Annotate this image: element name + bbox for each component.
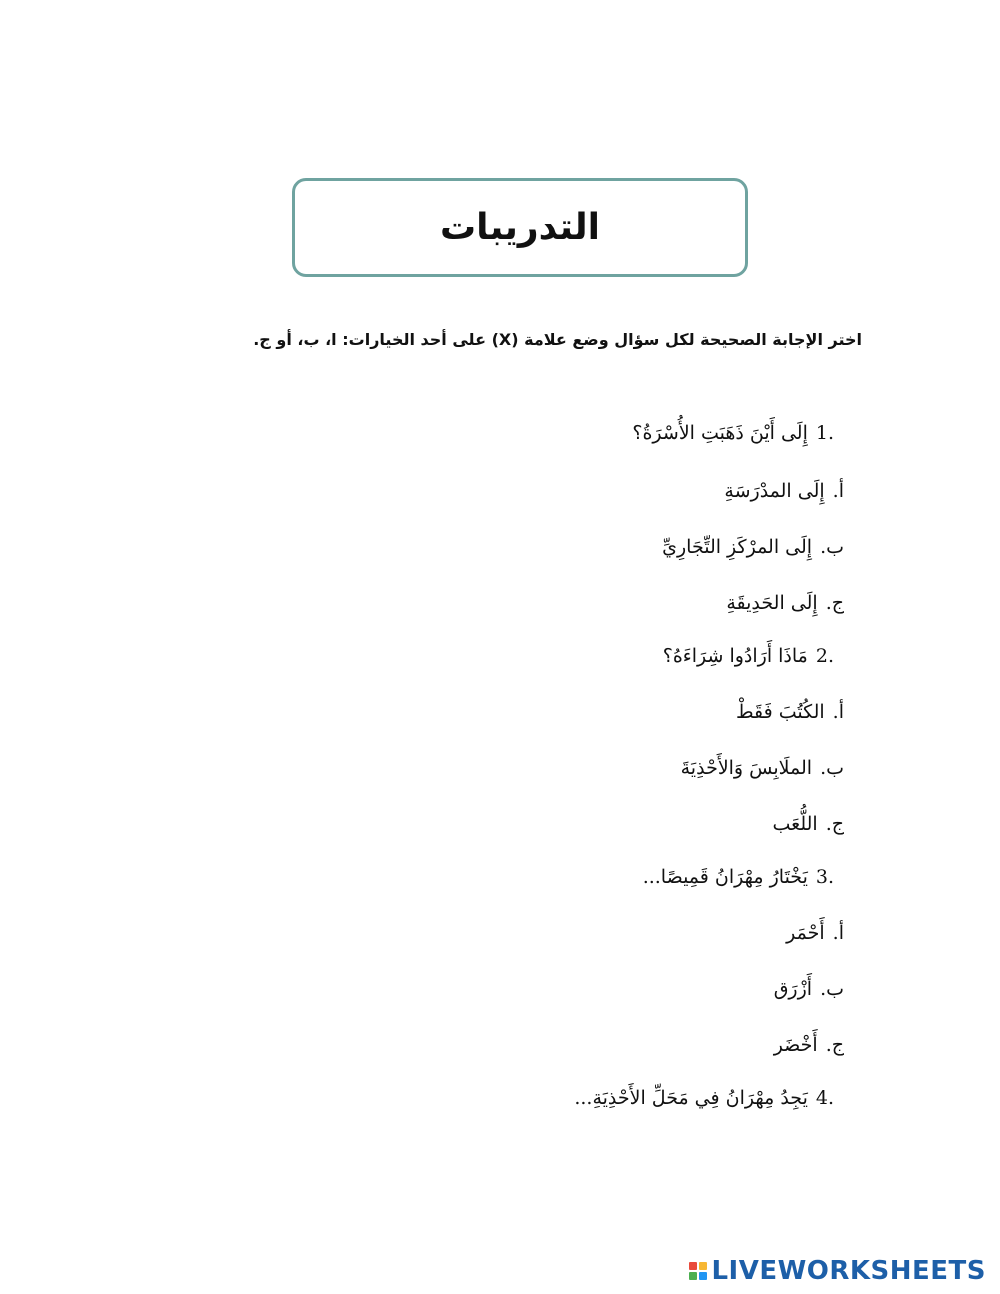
option-1a[interactable]: [724, 480, 844, 502]
option-3a[interactable]: [786, 922, 844, 944]
question-text: يَخْتَارُ مِهْرَانُ قَمِيصًا...: [642, 866, 808, 888]
option-3c[interactable]: [774, 1034, 844, 1056]
option-label: أ.: [832, 480, 844, 502]
title-box: [292, 178, 748, 277]
question-number: 3.: [815, 866, 834, 888]
page-title: التدريبات: [440, 207, 600, 248]
option-label: أ.: [832, 922, 844, 944]
question-text: إِلَى أَيْنَ ذَهَبَتِ الأُسْرَةُ؟: [632, 422, 808, 444]
question-number: 4.: [815, 1087, 834, 1109]
option-text: اللُّعَب: [772, 813, 818, 835]
option-3b[interactable]: [774, 978, 844, 1000]
option-2b[interactable]: [681, 757, 844, 779]
option-text: إِلَى المرْكَزِ التِّجَارِيِّ: [662, 536, 813, 558]
option-label: أ.: [832, 701, 844, 723]
question-4: [574, 1087, 834, 1109]
question-text: يَجِدُ مِهْرَانُ فِي مَحَلِّ الأَحْذِيَةِ...: [574, 1087, 808, 1109]
option-1b[interactable]: [662, 536, 844, 558]
option-label: ج.: [825, 592, 844, 614]
option-2c[interactable]: [773, 813, 845, 835]
instruction-text: اختر الإجابة الصحيحة لكل سؤال وضع علامة (X) على أحد الخيارات: ا، ب، أو ج.: [253, 330, 862, 349]
liveworksheets-logo[interactable]: [689, 1256, 986, 1286]
option-text: إِلَى المدْرَسَةِ: [724, 480, 825, 502]
option-text: أَخْضَر: [773, 1034, 818, 1056]
question-1: [632, 422, 834, 444]
option-text: أَزْرَق: [773, 978, 813, 1000]
option-label: ب.: [820, 757, 844, 779]
question-number: 2.: [815, 645, 834, 667]
option-label: ب.: [820, 978, 844, 1000]
question-number: 1.: [815, 422, 834, 444]
option-2a[interactable]: [736, 701, 844, 723]
option-text: الكُتُبَ فَقَطْ: [735, 701, 825, 723]
option-text: أَحْمَر: [786, 922, 825, 944]
brand-name: LIVEWORKSHEETS: [711, 1256, 986, 1286]
question-3: [643, 866, 834, 888]
option-text: الملَابِسَ وَالأَحْذِيَةَ: [680, 757, 813, 779]
question-2: [663, 645, 834, 667]
option-text: إِلَى الحَدِيقَةِ: [726, 592, 818, 614]
option-label: ب.: [820, 536, 844, 558]
question-text: مَاذَا أَرَادُوا شِرَاءَهُ؟: [662, 645, 808, 667]
option-label: ج.: [825, 813, 844, 835]
option-label: ج.: [825, 1034, 844, 1056]
logo-blocks-icon: [689, 1262, 707, 1280]
option-1c[interactable]: [726, 592, 844, 614]
